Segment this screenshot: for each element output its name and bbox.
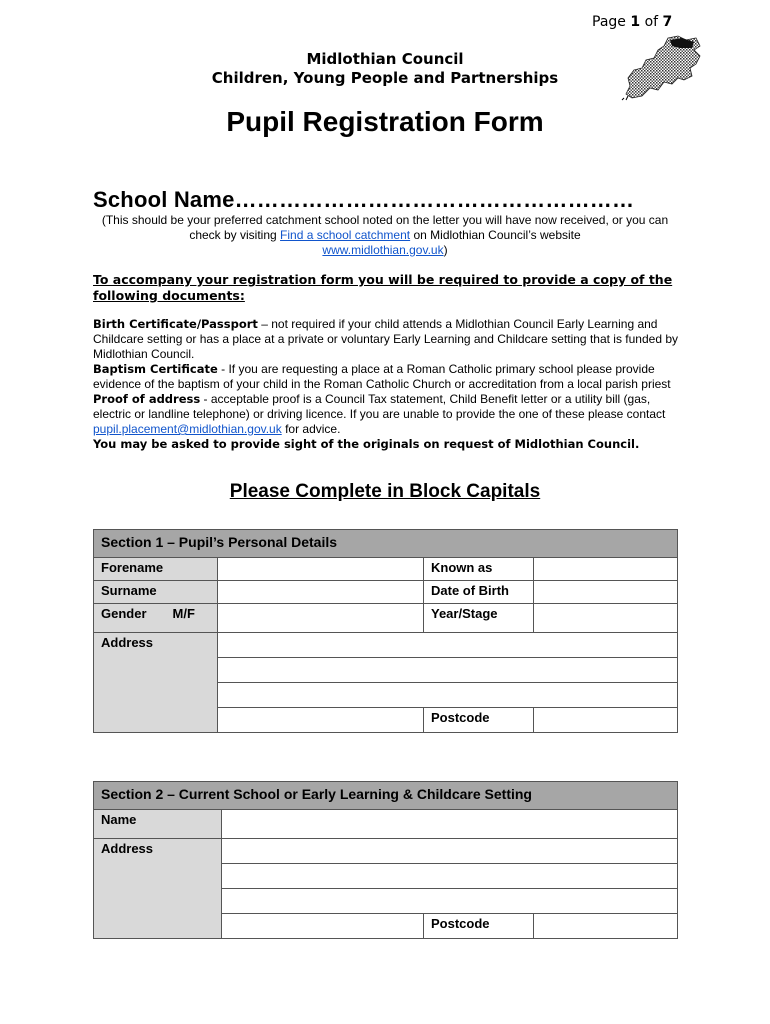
forename-input[interactable] xyxy=(218,558,424,581)
school-name-label: Name xyxy=(94,810,222,839)
address-line-4-input[interactable] xyxy=(218,708,424,733)
documents-list xyxy=(93,317,679,452)
section1-table xyxy=(93,529,678,733)
documents-heading: To accompany your registration form you will be required to provide a copy of the following documents: xyxy=(93,272,673,303)
dob-input[interactable] xyxy=(534,581,678,604)
address-line-2-input[interactable] xyxy=(218,658,678,683)
school-address-line-1-input[interactable] xyxy=(222,839,678,864)
catchment-link[interactable]: Find a school catchment xyxy=(280,228,411,242)
forename-label: Forename xyxy=(94,558,218,581)
surname-input[interactable] xyxy=(218,581,424,604)
address-label: Address xyxy=(94,633,218,733)
block-capitals-instruction: Please Complete in Block Capitals xyxy=(229,481,541,502)
gender-label: Gender M/F xyxy=(94,604,218,633)
school-address-line-3-input[interactable] xyxy=(222,889,678,914)
page-number: Page 1 of 7 xyxy=(592,14,673,30)
dob-label: Date of Birth xyxy=(424,581,534,604)
section2-table xyxy=(93,781,678,939)
originals-note: You may be asked to provide sight of the originals on request of Midlothian Council. xyxy=(93,437,640,451)
contact-email-link[interactable]: pupil.placement@midlothian.gov.uk xyxy=(93,422,282,436)
school-name-input[interactable] xyxy=(222,810,678,839)
council-logo xyxy=(620,34,702,102)
school-postcode-label: Postcode xyxy=(424,914,534,939)
school-postcode-input[interactable] xyxy=(534,914,678,939)
section2-title: Section 2 – Current School or Early Learning & Childcare Setting xyxy=(94,782,678,810)
school-name-field[interactable]: School Name……………………………………………… xyxy=(93,187,635,212)
department-name: Children, Young People and Partnerships xyxy=(211,69,559,87)
year-stage-label: Year/Stage xyxy=(424,604,534,633)
baptism-certificate-item: Baptism Certificate - If you are requesting a place at a Roman Catholic primary school please provide evidence of the baptism of your child in the Roman Catholic Church or accreditation from a local parish priest xyxy=(93,362,671,391)
birth-certificate-item: Birth Certificate/Passport – not required if your child attends a Midlothian Council Early Learning and Childcare setting or has a place at a private or voluntary Early Learning and Childcare setting that is funded by Midlothian Council. xyxy=(93,317,678,361)
website-link[interactable]: www.midlothian.gov.uk xyxy=(322,243,444,257)
postcode-label: Postcode xyxy=(424,708,534,733)
form-title: Pupil Registration Form xyxy=(226,106,544,137)
address-line-3-input[interactable] xyxy=(218,683,678,708)
known-as-label: Known as xyxy=(424,558,534,581)
school-address-line-4-input[interactable] xyxy=(222,914,424,939)
section1-title: Section 1 – Pupil’s Personal Details xyxy=(94,530,678,558)
gender-input[interactable] xyxy=(218,604,424,633)
school-address-line-2-input[interactable] xyxy=(222,864,678,889)
year-stage-input[interactable] xyxy=(534,604,678,633)
org-name: Midlothian Council xyxy=(306,50,464,68)
address-line-1-input[interactable] xyxy=(218,633,678,658)
school-note: (This should be your preferred catchment school noted on the letter you will have now received, or you can check by visiting Find a school catchment on Midlothian Council’s website www.midlothian.gov.uk) xyxy=(101,213,669,257)
known-as-input[interactable] xyxy=(534,558,678,581)
school-address-label: Address xyxy=(94,839,222,939)
surname-label: Surname xyxy=(94,581,218,604)
postcode-input[interactable] xyxy=(534,708,678,733)
proof-of-address-item: Proof of address - acceptable proof is a Council Tax statement, Child Benefit letter or a utility bill (gas, electric or landline telephone) or driving licence. If you are unable to provide the one of these please contact pupil.placement@midlothian.gov.uk for advice. xyxy=(93,392,666,436)
